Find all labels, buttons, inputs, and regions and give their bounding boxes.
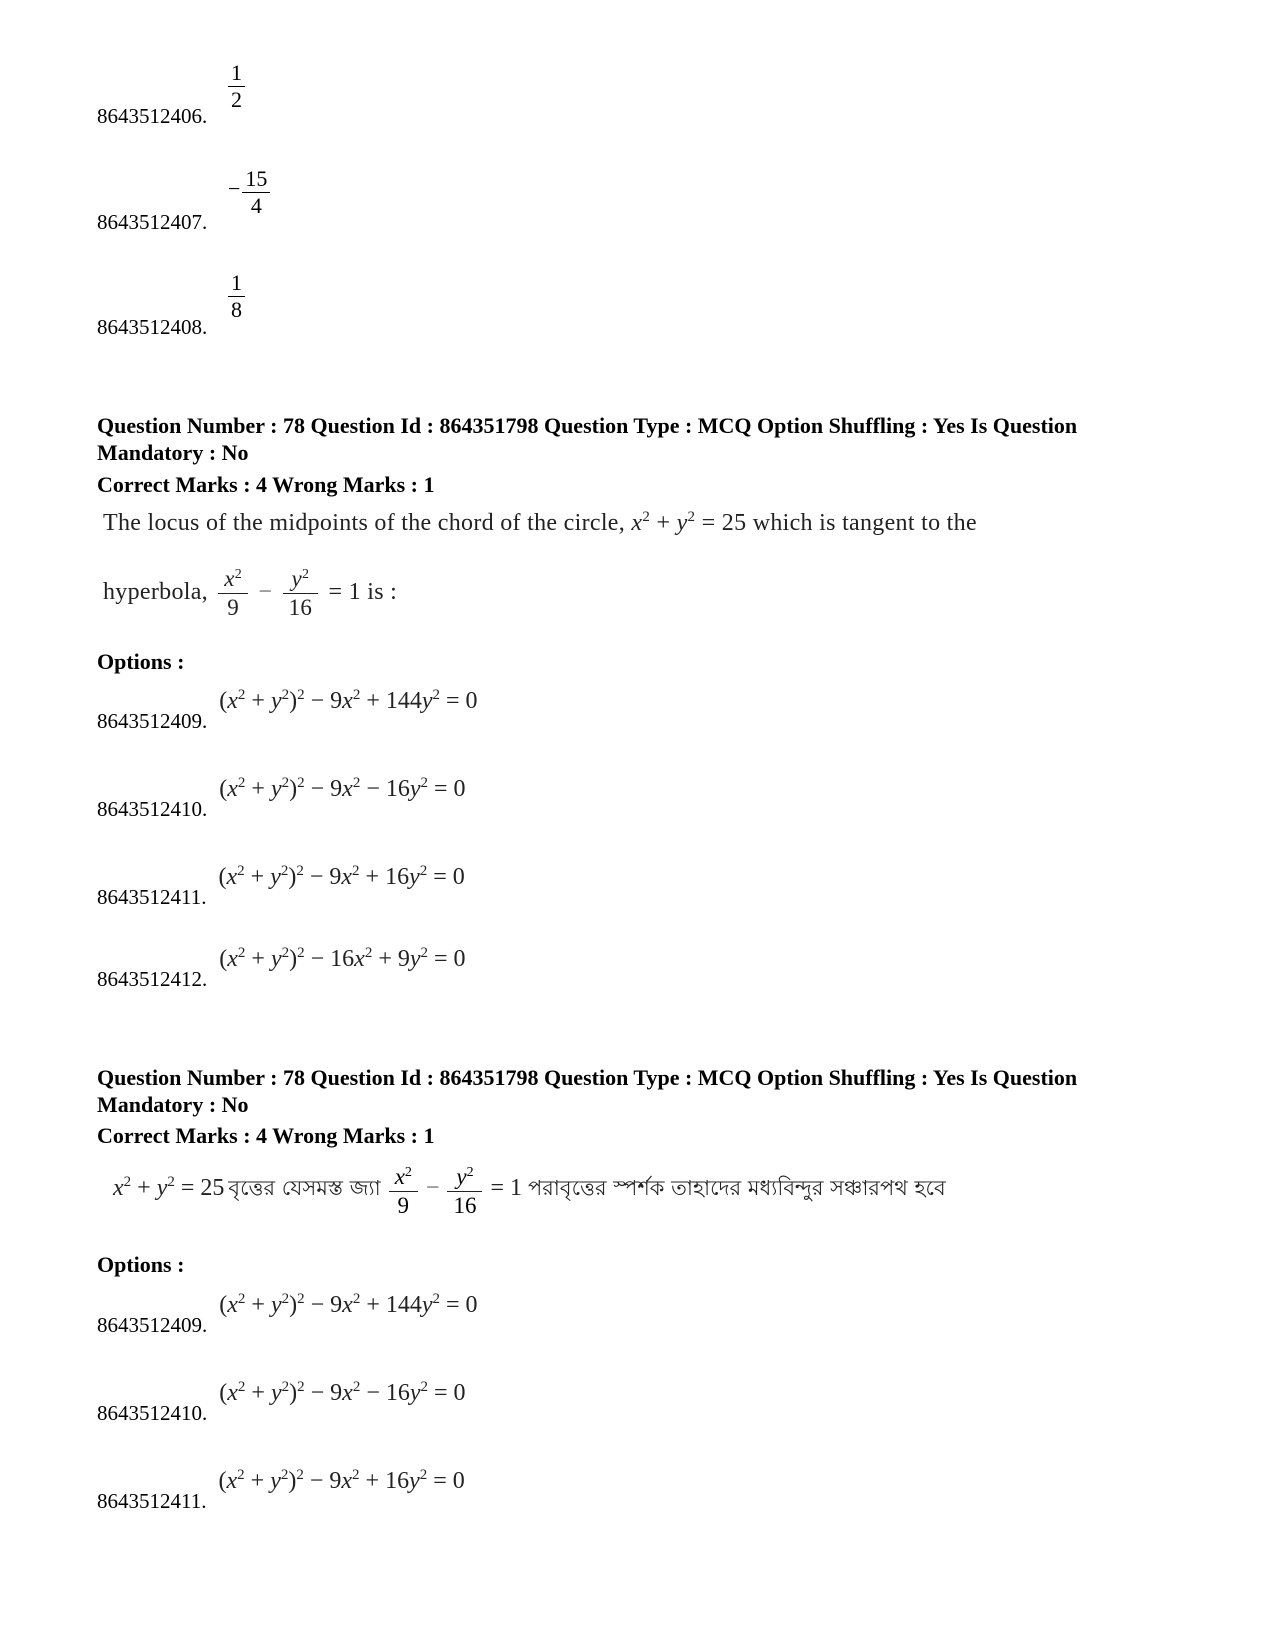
fraction-numerator: 15 [245,166,268,191]
bengali-text: পরাবৃত্তের স্পর্শক তাহাদের মধ্যবিন্দুর সঞ্চারপথ হবে [528,1176,946,1201]
question-header: Question Number : 78 Question Id : 864351798 Question Type : MCQ Option Shuffling : Yes Is Question Mandatory : No [97,413,1078,465]
question-text-line-2: hyperbola, $\frac{x^2}{9}$ − $\frac{y^2}{16}$ = 1 is : [103,566,398,620]
option-id: 8643512409. [97,1313,208,1337]
option-row [97,775,466,821]
question-text-line-1 [103,508,977,538]
option-id: 8643512409. [97,709,208,733]
circle-equation: $x^2 + y^2 = 25$ [631,509,747,536]
option-id: 8643512411. [97,885,207,909]
question-text-bengali: $x^2 + y^2 = 25$ বৃত্তের যেসমস্ত জ্যা $\frac{x^2}{9}$ − $\frac{y^2}{16}$ = 1 পরাবৃত্তের স্পর্শক তাহাদের মধ্যবিন্দুর সঞ্চারপথ হবে [113,1164,946,1218]
option-id: 8643512411. [97,1489,207,1513]
hyperbola-fraction-x: $\frac{x^2}{9}$ [218,565,248,622]
option-row [97,1467,465,1513]
hyperbola-fraction-y: $\frac{y^2}{16}$ [447,1163,482,1220]
option-equation: $(x^2 + y^2)^2 - 9x^2 + 16y^2 = 0$ [218,863,465,890]
option-fraction [228,166,270,219]
option-id: 8643512412. [97,967,208,991]
option-equation: $(x^2 + y^2)^2 - 16x^2 + 9y^2 = 0$ [219,945,466,972]
minus-sign: − [228,176,241,202]
question-text-suffix: is : [367,579,398,606]
option-fraction [228,60,245,113]
option-id: 8643512406. [97,104,208,128]
question-text-prefix: hyperbola, [103,579,208,606]
fraction-numerator: 1 [231,60,242,85]
option-equation: $(x^2 + y^2)^2 - 9x^2 - 16y^2 = 0$ [219,1379,466,1406]
option-row [97,863,465,909]
option-id: 8643512410. [97,1401,208,1425]
hyperbola-fraction-y: $\frac{y^2}{16}$ [283,565,319,622]
fraction-numerator: 1 [231,270,242,295]
hyperbola-fraction-x: $\frac{x^2}{9}$ [389,1163,418,1220]
option-id: 8643512407. [97,210,208,234]
bengali-text: বৃত্তের যেসমস্ত জ্যা [228,1176,381,1201]
fraction-denominator: 4 [242,192,270,219]
question-marks: Correct Marks : 4 Wrong Marks : 1 [97,472,435,497]
circle-equation: $x^2 + y^2 = 25$ [113,1174,225,1202]
option-row [97,1379,466,1425]
option-id: 8643512408. [97,315,208,339]
options-label: Options : [97,1252,185,1277]
question-text-suffix: which is tangent to the [752,510,977,536]
options-label: Options : [97,649,185,674]
option-fraction [228,270,245,323]
option-row [97,687,478,733]
option-equation: $(x^2 + y^2)^2 - 9x^2 + 16y^2 = 0$ [218,1467,465,1494]
option-row [97,945,466,991]
option-equation: $(x^2 + y^2)^2 - 9x^2 - 16y^2 = 0$ [219,775,466,802]
fraction-denominator: 8 [228,296,245,323]
option-equation: $(x^2 + y^2)^2 - 9x^2 + 144y^2 = 0$ [219,687,478,714]
option-id: 8643512410. [97,797,208,821]
option-row [97,1291,478,1337]
fraction-denominator: 2 [228,86,245,113]
question-text-prefix: The locus of the midpoints of the chord of the circle, [103,510,626,536]
option-equation: $(x^2 + y^2)^2 - 9x^2 + 144y^2 = 0$ [219,1291,478,1318]
question-header: Question Number : 78 Question Id : 864351798 Question Type : MCQ Option Shuffling : Yes Is Question Mandatory : No [97,1065,1078,1117]
question-marks: Correct Marks : 4 Wrong Marks : 1 [97,1123,435,1148]
